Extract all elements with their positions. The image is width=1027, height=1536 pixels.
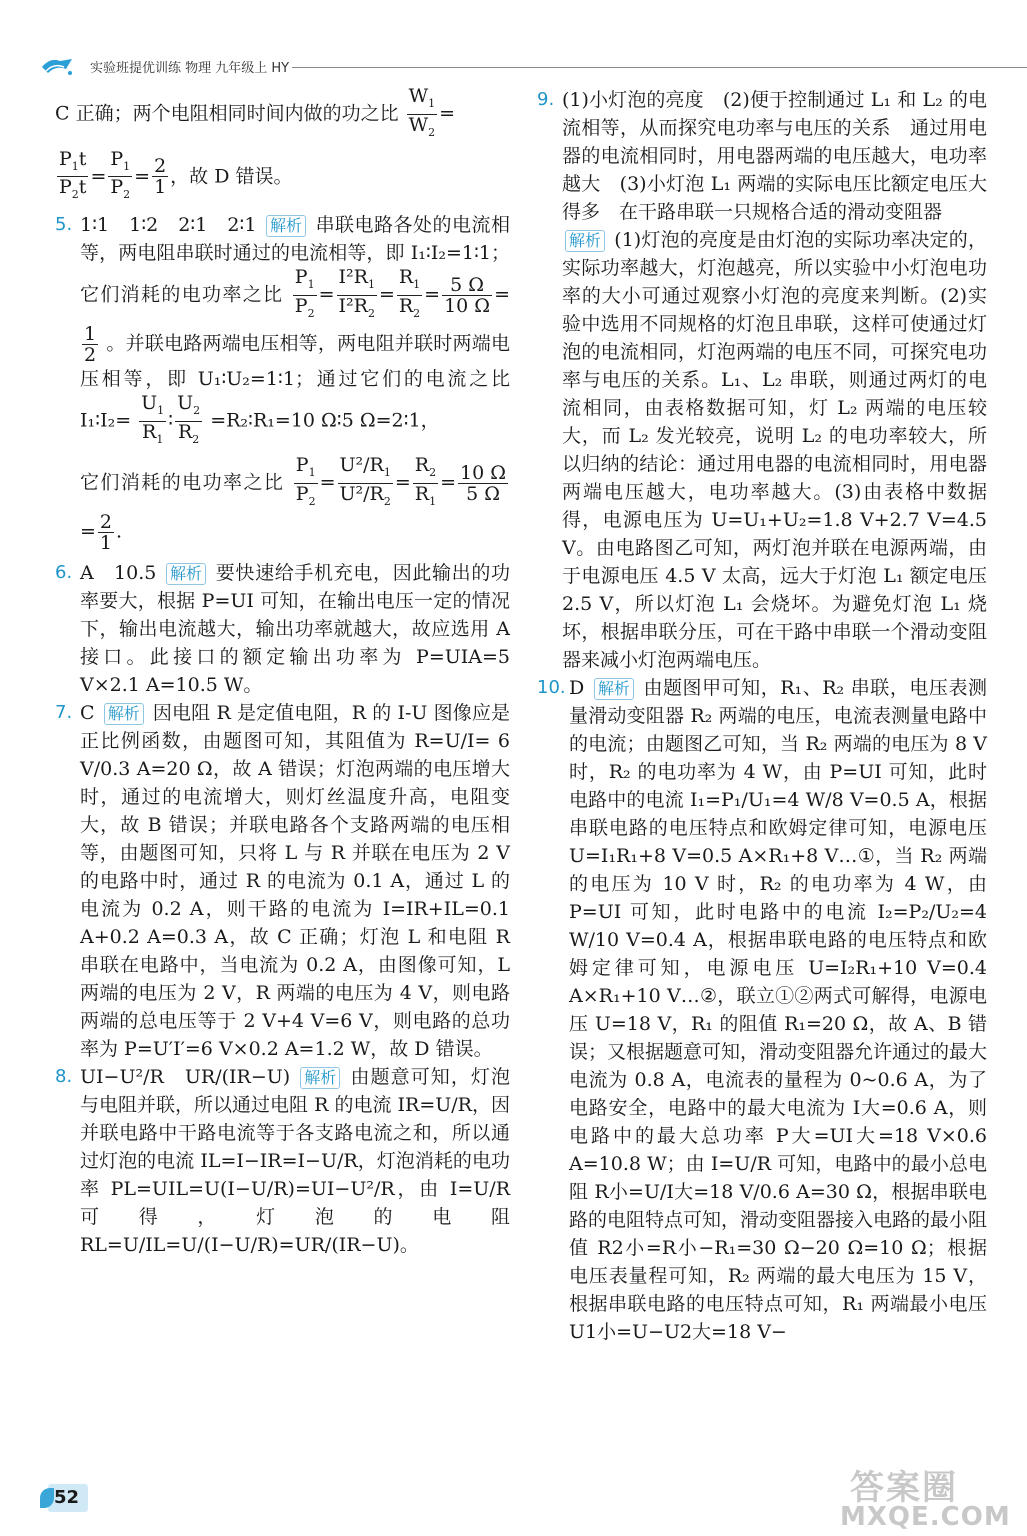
header-rule xyxy=(292,67,1027,68)
book-logo-icon xyxy=(40,55,74,79)
q7-answer: C xyxy=(80,701,95,724)
q10-number: 10. xyxy=(537,677,566,698)
q5-text-1: 串联电路各处的电流相等，两电阻串联时通过的电流相等，即 I₁∶I₂=1∶1；它们消耗的电功率之比 xyxy=(80,214,510,306)
watermark xyxy=(820,1460,1020,1536)
page-number: 52 xyxy=(54,1487,80,1508)
q9-analysis-tag: 解析 xyxy=(565,230,605,252)
q6-number: 6. xyxy=(55,561,73,583)
q8-number: 8. xyxy=(55,1065,73,1087)
question-9 xyxy=(537,86,987,674)
q9-number: 9. xyxy=(537,89,555,110)
q10-answer: D xyxy=(569,677,585,699)
intro-paragraph: C 正确；两个电阻相同时间内做的功之比 $\frac{W_1}{W_2}$ = xyxy=(55,86,510,143)
fraction-w: $\frac{W_1}{W_2}$ xyxy=(408,85,436,139)
left-column xyxy=(55,86,510,1259)
question-8 xyxy=(55,1063,510,1259)
q6-analysis-tag: 解析 xyxy=(166,563,206,585)
q8-answer: UI−U²/R UR/(IR−U) xyxy=(80,1065,291,1088)
q10-analysis-tag: 解析 xyxy=(594,678,634,700)
q7-number: 7. xyxy=(55,701,73,723)
watermark-line-2: MXQE.COM xyxy=(840,1502,1011,1532)
q9-answer: (1)小灯泡的亮度 (2)便于控制通过 L₁ 和 L₂ 的电流相等，从而探究电功率与电压的关系 通过用电器的电流相同时，用电器两端的电压越大，电功率越大 (3)小灯泡 L₁ 两端的实际电压比额定电压大得多 在干路串联一只规格合适的滑动变阻器 xyxy=(562,89,987,223)
page-number-badge xyxy=(40,1484,90,1514)
q5-analysis-tag: 解析 xyxy=(266,215,306,237)
q5-text-3: =R₂∶R₁=10 Ω∶5 Ω=2∶1， xyxy=(210,409,440,432)
question-5: 5. 1∶1 1∶2 2∶1 2∶1 解析 串联电路各处的电流相等，两电阻串联时通过的电流相等，即 I₁∶I₂=1∶1；它们消耗的电功率之比 $\frac{P_1}{P_2}$ = $\frac{I^2R_1}{I^2R_2}$ = $\frac{R_1}{R_2}$ = $\frac{5 \Omega}{10 \Omega}$ = $\frac{1}{2}$ 。并联电路两端电压相等，两电阻并联时两端电压相等，即 U₁∶U₂=1∶1；通过它们的电流之比 I₁∶I₂= $\frac{U_1}{R_1}$ ∶ $\frac{U_2}{R_2}$ =R₂∶R₁=10 Ω∶5 Ω=2∶1， 它们消耗的电功率之比 $\frac{P_1}{P_2}$ = $\frac{U^2/R_1}{U^2/R_2}$ = $\frac{R_2}{R_1}$ = $\frac{10 \Omega}{5 \Omega}$ = $\frac{2}{1}$ . xyxy=(55,211,510,553)
intro-equation: $\frac{P_1t}{P_2t}$ = $\frac{P_1}{P_2}$ = $\frac{2}{1}$ ，故 D 错误。 xyxy=(59,147,293,202)
header-title: 实验班提优训练 物理 九年级上 HY xyxy=(90,61,290,76)
question-7 xyxy=(55,699,510,1063)
q6-answer: A 10.5 xyxy=(80,561,157,584)
q10-text: 由题图甲可知，R₁、R₂ 串联，电压表测量滑动变阻器 R₂ 两端的电压，电流表测量电路中的电流；由题图乙可知，当 R₂ 两端的电压为 8 V 时，R₂ 的电功率为 4 W，由 P=UI 可知，此时电路中的电流 I₁=P₁/U₁=4 W/8 V=0.5 A，根据串联电路的电压特点和欧姆定律可知，电源电压 U=I₁R₁+8 V=0.5 A×R₁+8 V…①，当 R₂ 两端的电压为 10 V 时，R₂ 的电功率为 4 W，由 P=UI 可知，此时电路中的电流 I₂=P₂/U₂=4 W/10 V=0.4 A，根据串联电路的电压特点和欧姆定律可知，电源电压 U=I₂R₁+10 V=0.4 A×R₁+10 V…②，联立①②两式可解得，电源电压 U=18 V，R₁ 的阻值 R₁=20 Ω，故 A、B 错误；又根据题意可知，滑动变阻器允许通过的最大电流为 0.8 A，电流表的量程为 0~0.6 A，为了电路安全，电路中的最大电流为 I大=0.6 A，则电路中的最大总功率 P大=UI大=18 V×0.6 A=10.8 W；由 I=U/R 可知，电路中的最小总电阻 R小=U/I大=18 V/0.6 A=30 Ω，根据串联电路的电阻特点可知，滑动变阻器接入电路的最小阻值 R2小=R小−R₁=30 Ω−20 Ω=10 Ω；根据电压表量程可知，R₂ 两端的最大电压为 15 V，根据串联电路的电压特点可知，R₁ 两端最小电压 U1小=U−U2大=18 V− xyxy=(569,677,988,1343)
q6-text: 要快速给手机充电，因此输出的功率要大，根据 P=UI 可知，在输出电压一定的情况下，输出电流越大，输出功率就越大，故应选用 A 接口。此接口的额定输出功率为 P=UIA=5 V×2.1 A=10.5 W。 xyxy=(80,561,510,696)
page-header xyxy=(40,55,990,81)
q9-text: (1)灯泡的亮度是由灯泡的实际功率决定的，实际功率越大，灯泡越亮，所以实验中小灯泡电功率的大小可通过观察小灯泡的亮度来判断。(2)实验中选用不同规格的灯泡且串联，这样可使通过灯泡的电流相同，灯泡两端的电压不同，可探究电功率与电压的关系。L₁、L₂ 串联，则通过两灯的电流相同，由表格数据可知，灯 L₂ 两端的电压较大，而 L₂ 发光较亮，说明 L₂ 的电功率较大，所以归纳的结论：通过用电器的电流相同时，用电器两端电压越大，电功率越大。(3)由表格中数据得，电源电压为 U=U₁+U₂=1.8 V+2.7 V=4.5 V。由电路图乙可知，两灯泡并联在电源两端，由于电源电压 4.5 V 太高，远大于灯泡 L₁ 额定电压 2.5 V，所以灯泡 L₁ 会烧坏。为避免灯泡 L₁ 烧坏，根据串联分压，可在干路中串联一个滑动变阻器来减小灯泡两端电压。 xyxy=(562,229,988,671)
q8-text: 由题意可知，灯泡与电阻并联，所以通过电阻 R 的电流 IR=U/R，因并联电路中干路电流等于各支路电流之和，所以通过灯泡的电流 IL=I−IR=I−U/R，灯泡消耗的电功率 PL=UIL=U(I−U/R)=UI−U²/R，由 I=U/R 可得，灯泡的电阻 RL=U/IL=U/(I−U/R)=UR/(IR−U)。 xyxy=(80,1065,510,1256)
q5-answer: 1∶1 1∶2 2∶1 2∶1 xyxy=(80,214,257,237)
q5-number: 5. xyxy=(55,214,73,236)
right-column xyxy=(537,86,987,1346)
q8-analysis-tag: 解析 xyxy=(300,1067,340,1089)
q5-text-2: 。并联电路两端电压相等，两电阻并联时两端电压相等，即 U₁∶U₂=1∶1；通过它们的电流之比 I₁∶I₂= xyxy=(80,332,510,432)
q7-text-1: 因电阻 R 是定值电阻，R 的 I-U 图像应是正比例函数，由题图可知，其阻值为 R=U/I= xyxy=(80,701,510,752)
q7-text-2: 6 V/0.3 A=20 Ω，故 A 错误；灯泡两端的电压增大时，通过的电流增大，则灯丝温度升高，电阻变大，故 B 错误；并联电路各个支路两端的电压相等，由题图可知，只将 L 与 R 并联在电压为 2 V 的电路中时，通过 R 的电流为 0.1 A，通过 L 的电流为 0.2 A，则干路的电流为 I=IR+IL=0.1 A+0.2 A=0.3 A，故 C 正确；灯泡 L 和电阻 R 串联在电路中，当电流为 0.2 A，由图像可知，L 两端的电压为 2 V，R 两端的电压为 4 V，则电路两端的总电压等于 2 V+4 V=6 V，则电路的总功率为 P=U′I′=6 V×0.2 A=1.2 W，故 D 错误。 xyxy=(80,729,511,1060)
question-6 xyxy=(55,559,510,699)
q5-text-4: 它们消耗的电功率之比 xyxy=(80,471,285,494)
watermark-line-1: 答案圈 xyxy=(850,1468,958,1508)
question-10 xyxy=(537,674,987,1346)
q7-analysis-tag: 解析 xyxy=(104,703,144,725)
